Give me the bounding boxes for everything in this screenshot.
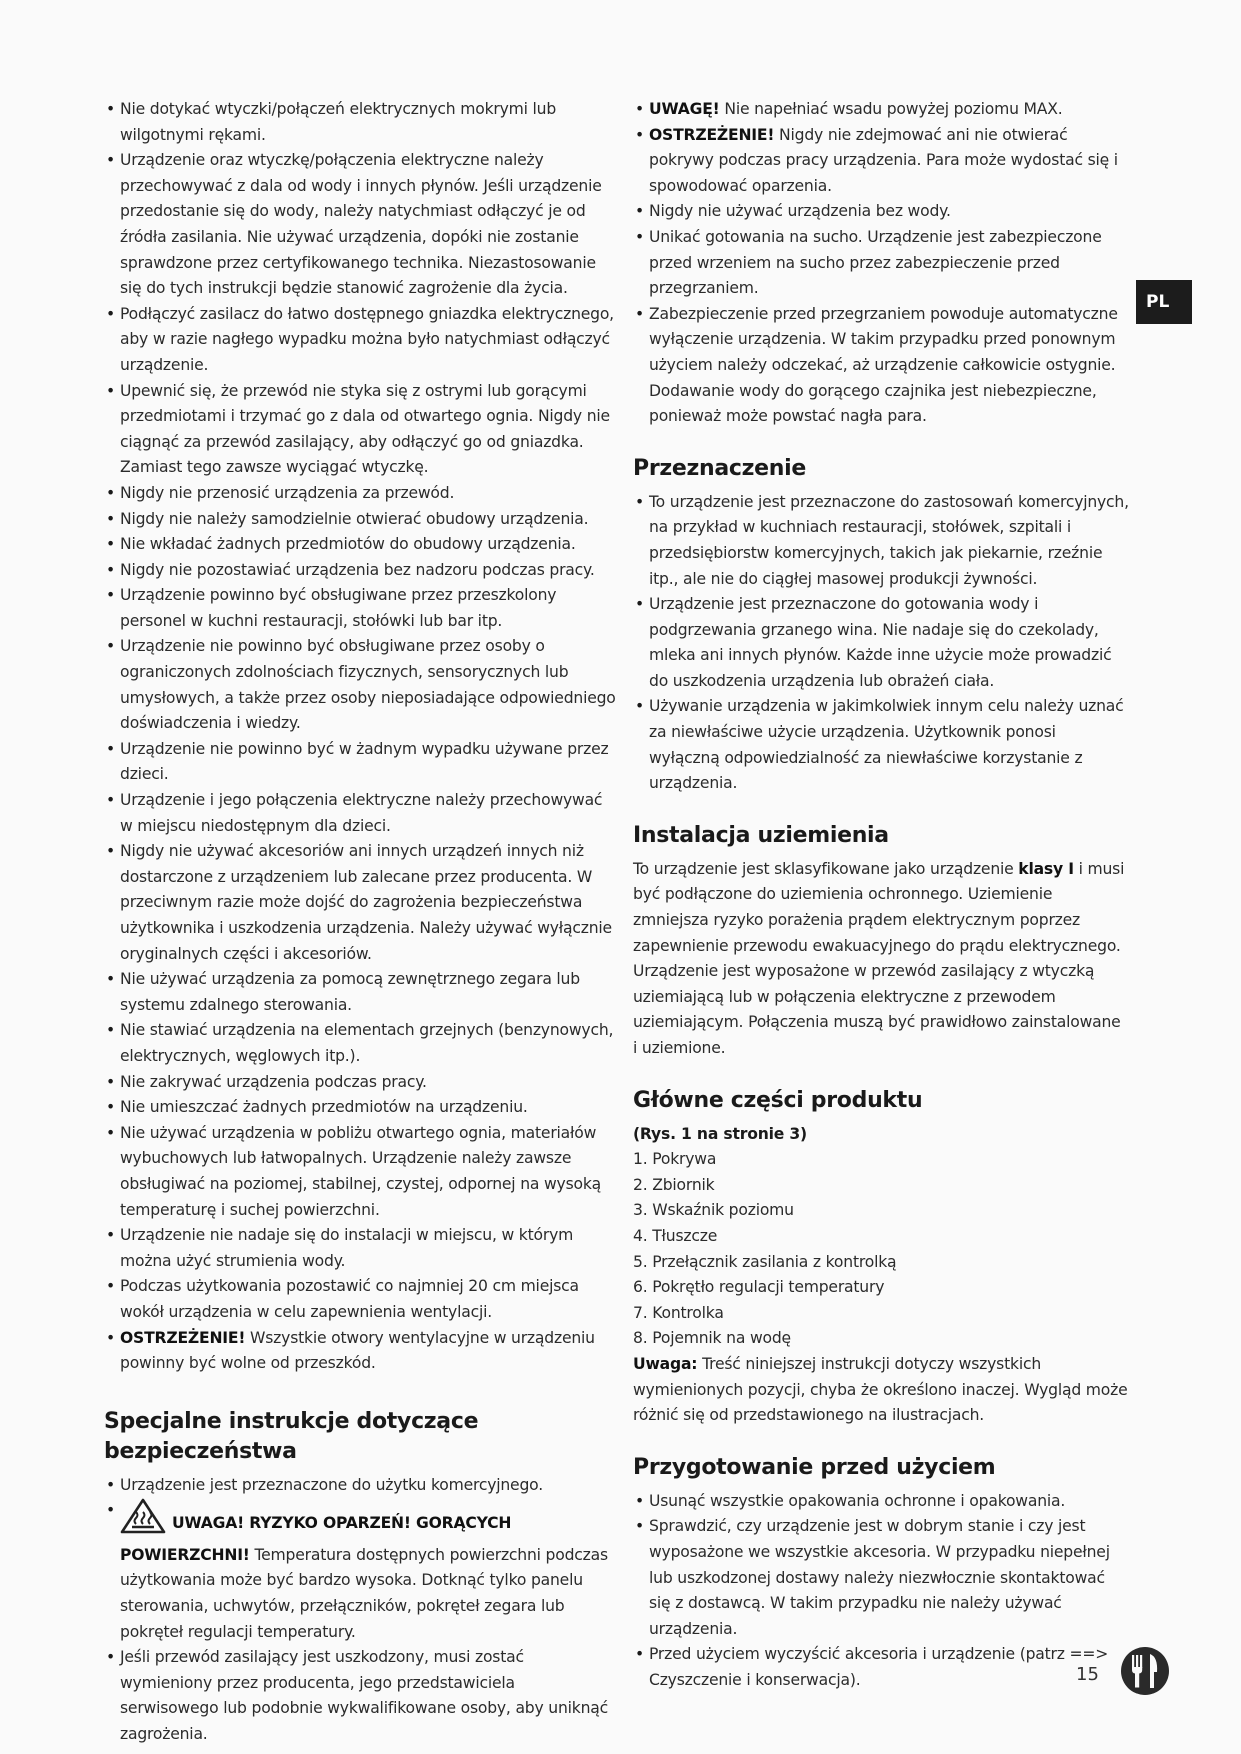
- preparation-heading: Przygotowanie przed użyciem: [633, 1454, 996, 1480]
- list-item: • Nie używać urządzenia za pomocą zewnętrznego zegara lub systemu zdalnego sterowania.: [104, 967, 616, 1018]
- list-item: • Nie umieszczać żadnych przedmiotów na urządzeniu.: [104, 1095, 616, 1121]
- page-number: 15: [1076, 1664, 1099, 1685]
- special-instructions-heading: Specjalne instrukcje dotyczące bezpieczeństwa: [104, 1408, 479, 1464]
- hot-surface-warning-icon: [120, 1498, 166, 1543]
- list-item: • Urządzenie i jego połączenia elektryczne należy przechowywać w miejscu niedostępnym dla dzieci.: [104, 788, 616, 839]
- parts-list: [633, 1147, 1129, 1352]
- part-item: 6. Pokrętło regulacji temperatury: [633, 1278, 885, 1297]
- list-item: • Nigdy nie należy samodzielnie otwierać obudowy urządzenia.: [104, 507, 616, 533]
- list-item: • Urządzenie nie powinno być w żadnym wypadku używane przez dzieci.: [104, 737, 616, 788]
- list-item: • Urządzenie jest przeznaczone do gotowania wody i podgrzewania grzanego wina. Nie nadaje się do czekolady, mleka ani innych płynów. Każde inne użycie może prowadzić do uszkodzenia urządzenia lub obrażeń ciała.: [633, 592, 1129, 694]
- list-item: • Urządzenie powinno być obsługiwane przez przeszkolony personel w kuchni restauracji, stołówki lub bar itp.: [104, 583, 616, 634]
- list-item: • To urządzenie jest przeznaczone do zastosowań komercyjnych, na przykład w kuchniach restauracji, stołówek, szpitali i przedsiębiorstw komercyjnych, takich jak piekarnie, rzeźnie itp., ale nie do ciągłej masowej produkcji żywności.: [633, 490, 1129, 592]
- grounding-paragraph: [633, 857, 1129, 1062]
- list-item: • Jeśli przewód zasilający jest uszkodzony, musi zostać wymieniony przez producenta, jego przedstawiciela serwisowego lub podobnie wykwalifikowane osoby, aby uniknąć zagrożenia.: [104, 1645, 616, 1747]
- warning-label: OSTRZEŻENIE!: [120, 1328, 246, 1347]
- safety-list: [104, 97, 616, 1377]
- part-item: 3. Wskaźnik poziomu: [633, 1201, 794, 1220]
- list-item: • Nie stawiać urządzenia na elementach grzejnych (benzynowych, elektrycznych, węglowych itp.).: [104, 1018, 616, 1069]
- language-tab: PL: [1136, 280, 1192, 324]
- list-item: • Nigdy nie przenosić urządzenia za przewód.: [104, 481, 616, 507]
- right-column: [633, 97, 1129, 1693]
- list-item: • Urządzenie nie powinno być obsługiwane przez osoby o ograniczonych zdolnościach fizycznych, sensorycznych lub umysłowych, a także przez osoby nieposiadające odpowiedniego doświadczenia i wiedzy.: [104, 634, 616, 736]
- list-item: • Zabezpieczenie przed przegrzaniem powoduje automatyczne wyłączenie urządzenia. W takim przypadku przed ponownym użyciem należy odczekać, aż urządzenie całkowicie ostygnie. Dodawanie wody do gorącego czajnika jest niebezpieczne, ponieważ może powstać nagła para.: [633, 302, 1129, 430]
- list-item: • Nigdy nie używać akcesoriów ani innych urządzeń innych niż dostarczone z urządzeniem lub zalecane przez producenta. W przeciwnym razie może dojść do zagrożenia bezpieczeństwa użytkownika i uszkodzenia urządzenia. Należy używać wyłącznie oryginalnych części i akcesoriów.: [104, 839, 616, 967]
- list-item: • Upewnić się, że przewód nie styka się z ostrymi lub gorącymi przedmiotami i trzymać go z dala od otwartego ognia. Nigdy nie ciągnąć za przewód zasilający, aby odłączyć go od gniazdka. Zamiast tego zawsze wyciągać wtyczkę.: [104, 379, 616, 481]
- list-item: • Podczas użytkowania pozostawić co najmniej 20 cm miejsca wokół urządzenia w celu zapewnienia wentylacji.: [104, 1274, 616, 1325]
- list-item-uwage: [633, 97, 1129, 123]
- list-item: • Nie dotykać wtyczki/połączeń elektrycznych mokrymi lub wilgotnymi rękami.: [104, 97, 616, 148]
- list-item: • Urządzenie oraz wtyczkę/połączenia elektryczne należy przechowywać z dala od wody i innych płynów. Jeśli urządzenie przedostanie się do wody, należy natychmiast odłączyć je od źródła zasilania. Nie używać urządzenia, dopóki nie zostanie sprawdzone przez certyfikowanego technika. Niezastosowanie się do tych instrukcji będzie stanowić zagrożenie dla życia.: [104, 148, 616, 302]
- list-item: • Urządzenie jest przeznaczone do użytku komercyjnego.: [104, 1473, 616, 1499]
- note-label: Uwaga:: [633, 1354, 698, 1373]
- list-item: • Nie wkładać żadnych przedmiotów do obudowy urządzenia.: [104, 532, 616, 558]
- part-item: 8. Pojemnik na wodę: [633, 1329, 791, 1348]
- warning-text: Wszystkie otwory wentylacyjne w urządzeniu powinny być wolne od przeszkód.: [120, 1328, 595, 1373]
- uwage-label: UWAGĘ!: [649, 100, 720, 118]
- list-item: • Unikać gotowania na sucho. Urządzenie jest zabezpieczone przed wrzeniem na sucho przez zabezpieczenie przed przegrzaniem.: [633, 225, 1129, 302]
- list-item: • Nie zakrywać urządzenia podczas pracy.: [104, 1070, 616, 1096]
- special-list: [104, 1473, 616, 1748]
- grounding-text-pre: To urządzenie jest sklasyfikowane jako urządzenie: [633, 859, 1019, 878]
- ostrzezenie-text: Nigdy nie zdejmować ani nie otwierać pokrywy podczas pracy urządzenia. Para może wydostać się i spowodować oparzenia.: [649, 125, 1118, 195]
- part-item: 7. Kontrolka: [633, 1303, 724, 1322]
- part-item: 5. Przełącznik zasilania z kontrolką: [633, 1252, 897, 1271]
- part-item: 1. Pokrywa: [633, 1150, 717, 1169]
- hot-surface-text: Temperatura dostępnych powierzchni podczas użytkowania może być bardzo wysoka. Dotknąć tylko panelu sterowania, uchwytów, przełączników, pokręteł zegara lub pokręteł regulacji temperatury.: [120, 1545, 608, 1641]
- ostrzezenie-label: OSTRZEŻENIE!: [649, 125, 775, 144]
- list-item: • Nie używać urządzenia w pobliżu otwartego ognia, materiałów wybuchowych lub łatwopalnych. Urządzenie należy zawsze obsługiwać na poziomej, stabilnej, czystej, odpornej na wysoką temperaturę i suchej powierzchni.: [104, 1121, 616, 1223]
- main-parts-subheading: (Rys. 1 na stronie 3): [633, 1124, 807, 1143]
- list-item-warning-vent: [104, 1326, 616, 1377]
- list-item: • Sprawdzić, czy urządzenie jest w dobrym stanie i czy jest wyposażone we wszystkie akcesoria. W przypadku niepełnej lub uszkodzonej dostawy należy niezwłocznie skontaktować się z dostawcą. W takim przypadku nie należy używać urządzenia.: [633, 1514, 1129, 1642]
- purpose-list: [633, 490, 1129, 797]
- list-item: • Przed użyciem wyczyścić akcesoria i urządzenie (patrz ==> Czyszczenie i konserwacja).: [633, 1642, 1129, 1693]
- left-column: [104, 97, 616, 1748]
- list-item: • Nigdy nie używać urządzenia bez wody.: [633, 199, 1129, 225]
- purpose-heading: Przeznaczenie: [633, 455, 807, 481]
- part-item: 2. Zbiornik: [633, 1175, 715, 1194]
- list-item: • Podłączyć zasilacz do łatwo dostępnego gniazdka elektrycznego, aby w razie nagłego wypadku można było natychmiast odłączyć urządzenie.: [104, 302, 616, 379]
- list-item: • Usunąć wszystkie opakowania ochronne i opakowania.: [633, 1489, 1129, 1515]
- main-parts-heading: Główne części produktu: [633, 1087, 923, 1113]
- list-item-hot-surface: [104, 1498, 616, 1645]
- hot-surface-label: UWAGA! RYZYKO OPARZEŃ! GORĄCYCH POWIERZCHNI!: [120, 1514, 512, 1564]
- right-top-list: [633, 97, 1129, 430]
- list-item: • Używanie urządzenia w jakimkolwiek innym celu należy uznać za niewłaściwe użycie urządzenia. Użytkownik ponosi wyłączną odpowiedzialność za niewłaściwe korzystanie z urządzenia.: [633, 694, 1129, 796]
- grounding-heading: Instalacja uziemienia: [633, 822, 889, 848]
- list-item-ostrzezenie: [633, 123, 1129, 200]
- list-item: • Nigdy nie pozostawiać urządzenia bez nadzoru podczas pracy.: [104, 558, 616, 584]
- uwage-text: Nie napełniać wsadu powyżej poziomu MAX.: [719, 100, 1063, 118]
- part-item: 4. Tłuszcze: [633, 1226, 718, 1245]
- grounding-text-post: i musi być podłączone do uziemienia ochronnego. Uziemienie zmniejsza ryzyko porażenia prądem elektrycznym poprzez zapewnienie przewodu ewakuacyjnego do prądu elektrycznego. Urządzenie jest wyposażone w przewód zasilający z wtyczką uziemiającą lub w połączenia elektryczne z przewodem uziemiającym. Połączenia muszą być prawidłowo zainstalowane i uziemione.: [633, 859, 1125, 1057]
- cutlery-logo-icon: [1120, 1646, 1170, 1696]
- grounding-class-label: klasy I: [1018, 859, 1074, 878]
- list-item: • Urządzenie nie nadaje się do instalacji w miejscu, w którym można użyć strumienia wody.: [104, 1223, 616, 1274]
- note-text: Treść niniejszej instrukcji dotyczy wszystkich wymienionych pozycji, chyba że określono inaczej. Wygląd może różnić się od przedstawionego na ilustracjach.: [633, 1354, 1128, 1425]
- note-paragraph: [633, 1352, 1129, 1429]
- preparation-list: [633, 1489, 1129, 1694]
